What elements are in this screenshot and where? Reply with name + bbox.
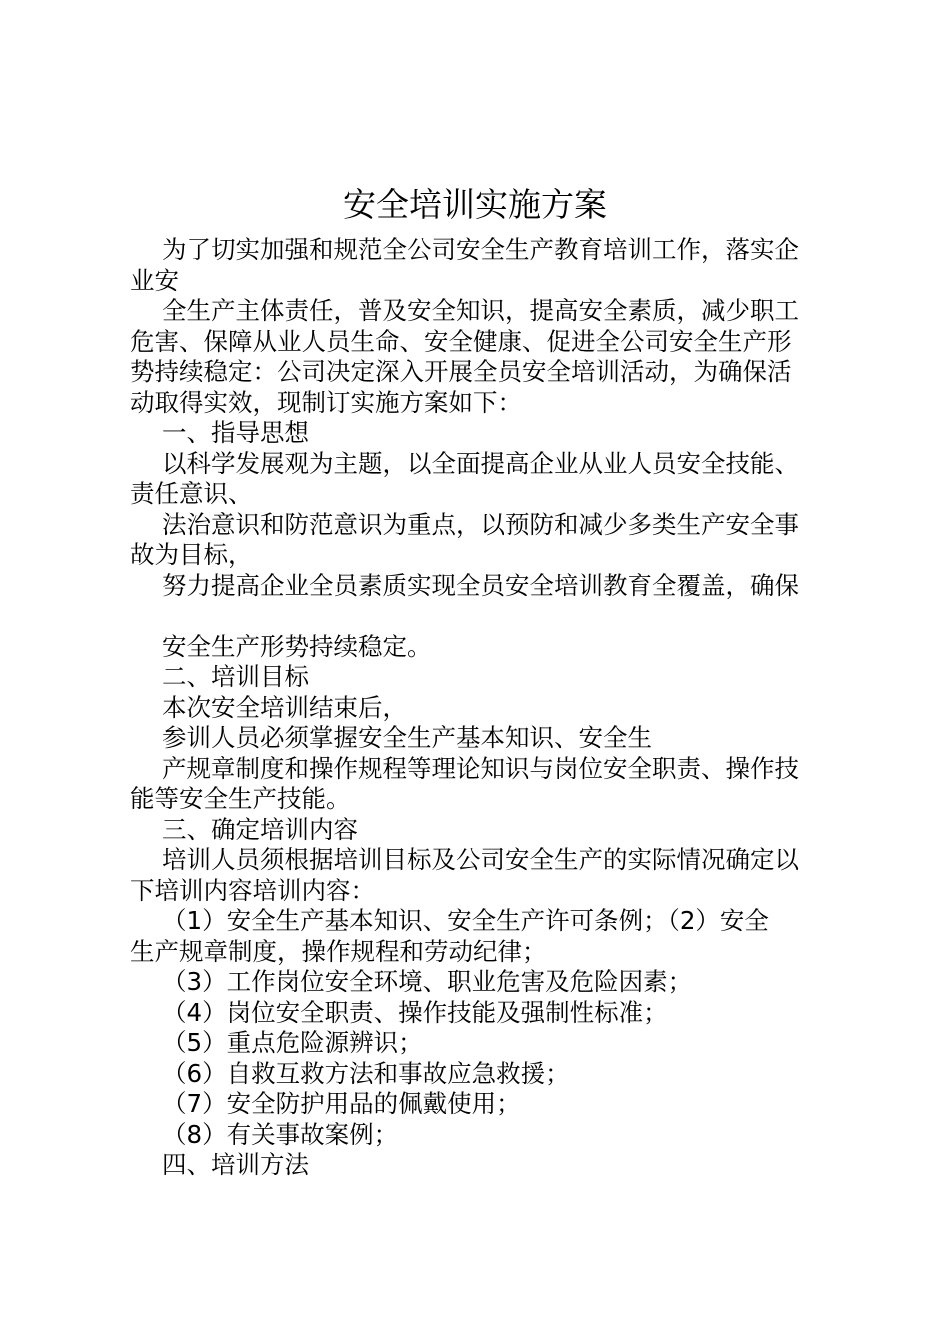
- paragraph-line: 本次安全培训结束后，: [162, 693, 407, 722]
- document-title: 安全培训实施方案: [343, 185, 607, 224]
- paragraph-line: 以科学发展观为主题，以全面提高企业从业人员安全技能、: [162, 449, 799, 478]
- list-item: （8）有关事故案例；: [162, 1120, 399, 1149]
- section-heading: 三、确定培训内容: [162, 815, 358, 844]
- paragraph-line: 努力提高企业全员素质实现全员安全培训教育全覆盖，确保: [162, 571, 799, 600]
- paragraph-line: 参训人员必须掌握安全生产基本知识、安全生: [162, 723, 652, 752]
- list-item: （5）重点危险源辨识；: [162, 1028, 423, 1057]
- list-item: 生产规章制度，操作规程和劳动纪律；: [130, 937, 547, 966]
- list-item: （4）岗位安全职责、操作技能及强制性标准；: [162, 998, 668, 1027]
- section-heading: 一、指导思想: [162, 418, 309, 447]
- list-item: （1）安全生产基本知识、安全生产许可条例；（2）安全: [162, 906, 769, 935]
- paragraph-line: 势持续稳定：公司决定深入开展全员安全培训活动，为确保活: [130, 357, 792, 386]
- paragraph-line: 责任意识、: [130, 479, 253, 508]
- paragraph-line: 动取得实效，现制订实施方案如下：: [130, 388, 522, 417]
- paragraph-line: 产规章制度和操作规程等理论知识与岗位安全职责、操作技: [162, 754, 799, 783]
- list-item: （7）安全防护用品的佩戴使用；: [162, 1089, 521, 1118]
- paragraph-line: 全生产主体责任，普及安全知识，提高安全素质，减少职工: [162, 296, 799, 325]
- paragraph-line: 为了切实加强和规范全公司安全生产教育培训工作，落实企: [162, 235, 799, 264]
- list-item: （3）工作岗位安全环境、职业危害及危险因素；: [162, 967, 693, 996]
- paragraph-line: 培训人员须根据培训目标及公司安全生产的实际情况确定以: [162, 845, 799, 874]
- section-heading: 二、培训目标: [162, 662, 309, 691]
- paragraph-line: 能等安全生产技能。: [130, 784, 351, 813]
- paragraph-line: 安全生产形势持续稳定。: [162, 632, 432, 661]
- list-item: （6）自救互救方法和事故应急救援；: [162, 1059, 570, 1088]
- section-heading: 四、培训方法: [162, 1150, 309, 1179]
- paragraph-line: 法治意识和防范意识为重点，以预防和减少多类生产安全事: [162, 510, 799, 539]
- paragraph-line: 下培训内容培训内容：: [130, 876, 375, 905]
- paragraph-line: 故为目标，: [130, 540, 253, 569]
- paragraph-line: 危害、保障从业人员生命、安全健康、促进全公司安全生产形: [130, 327, 792, 356]
- paragraph-line: 业安: [130, 266, 179, 295]
